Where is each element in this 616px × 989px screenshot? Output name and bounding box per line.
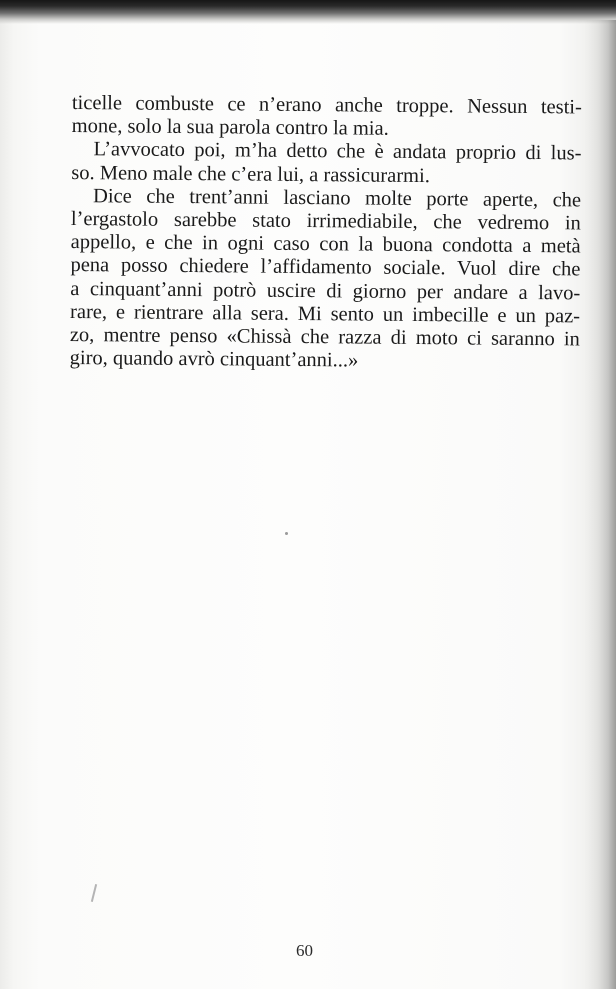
paper-speck xyxy=(285,532,288,535)
text-line: so. Meno male che c’era lui, a rassicurarmi. xyxy=(71,161,430,187)
text-line: l’ergastolo sarebbe stato irrimediabile, che vedremo in xyxy=(70,207,581,235)
text-line: L’avvocato poi, m’ha detto che è andata proprio di lus- xyxy=(93,138,582,165)
paragraph-3 xyxy=(70,185,582,375)
text-line: appello, e che in ogni caso con la buona condotta a metà xyxy=(70,231,581,258)
book-spine-shadow xyxy=(584,20,616,989)
text-line: ticelle combuste ce n’erano anche troppe. Nessun testi- xyxy=(71,92,582,119)
text-line: rare, e rientrare alla sera. Mi sento un imbecille e un paz- xyxy=(69,300,581,328)
scan-top-shadow xyxy=(0,0,616,24)
pencil-mark xyxy=(91,884,97,902)
text-line: mone, solo la sua parola contro la mia. xyxy=(71,115,389,140)
text-line: pena posso chiedere l’affidamento sociale. Vuol dire che xyxy=(70,254,581,281)
page-number: 60 xyxy=(296,941,313,960)
paragraph-2 xyxy=(71,138,581,189)
body-text xyxy=(70,92,582,375)
text-line: zo, mentre penso «Chissà che razza di moto ci saranno in xyxy=(69,323,580,351)
paragraph-1 xyxy=(72,92,582,143)
text-line: Dice che trent’anni lasciano molte porte aperte, che xyxy=(92,184,582,212)
text-line: a cinquant’anni potrò uscire di giorno per andare a lavo- xyxy=(70,277,581,304)
text-line: giro, quando avrò cinquant’anni...» xyxy=(69,347,359,372)
